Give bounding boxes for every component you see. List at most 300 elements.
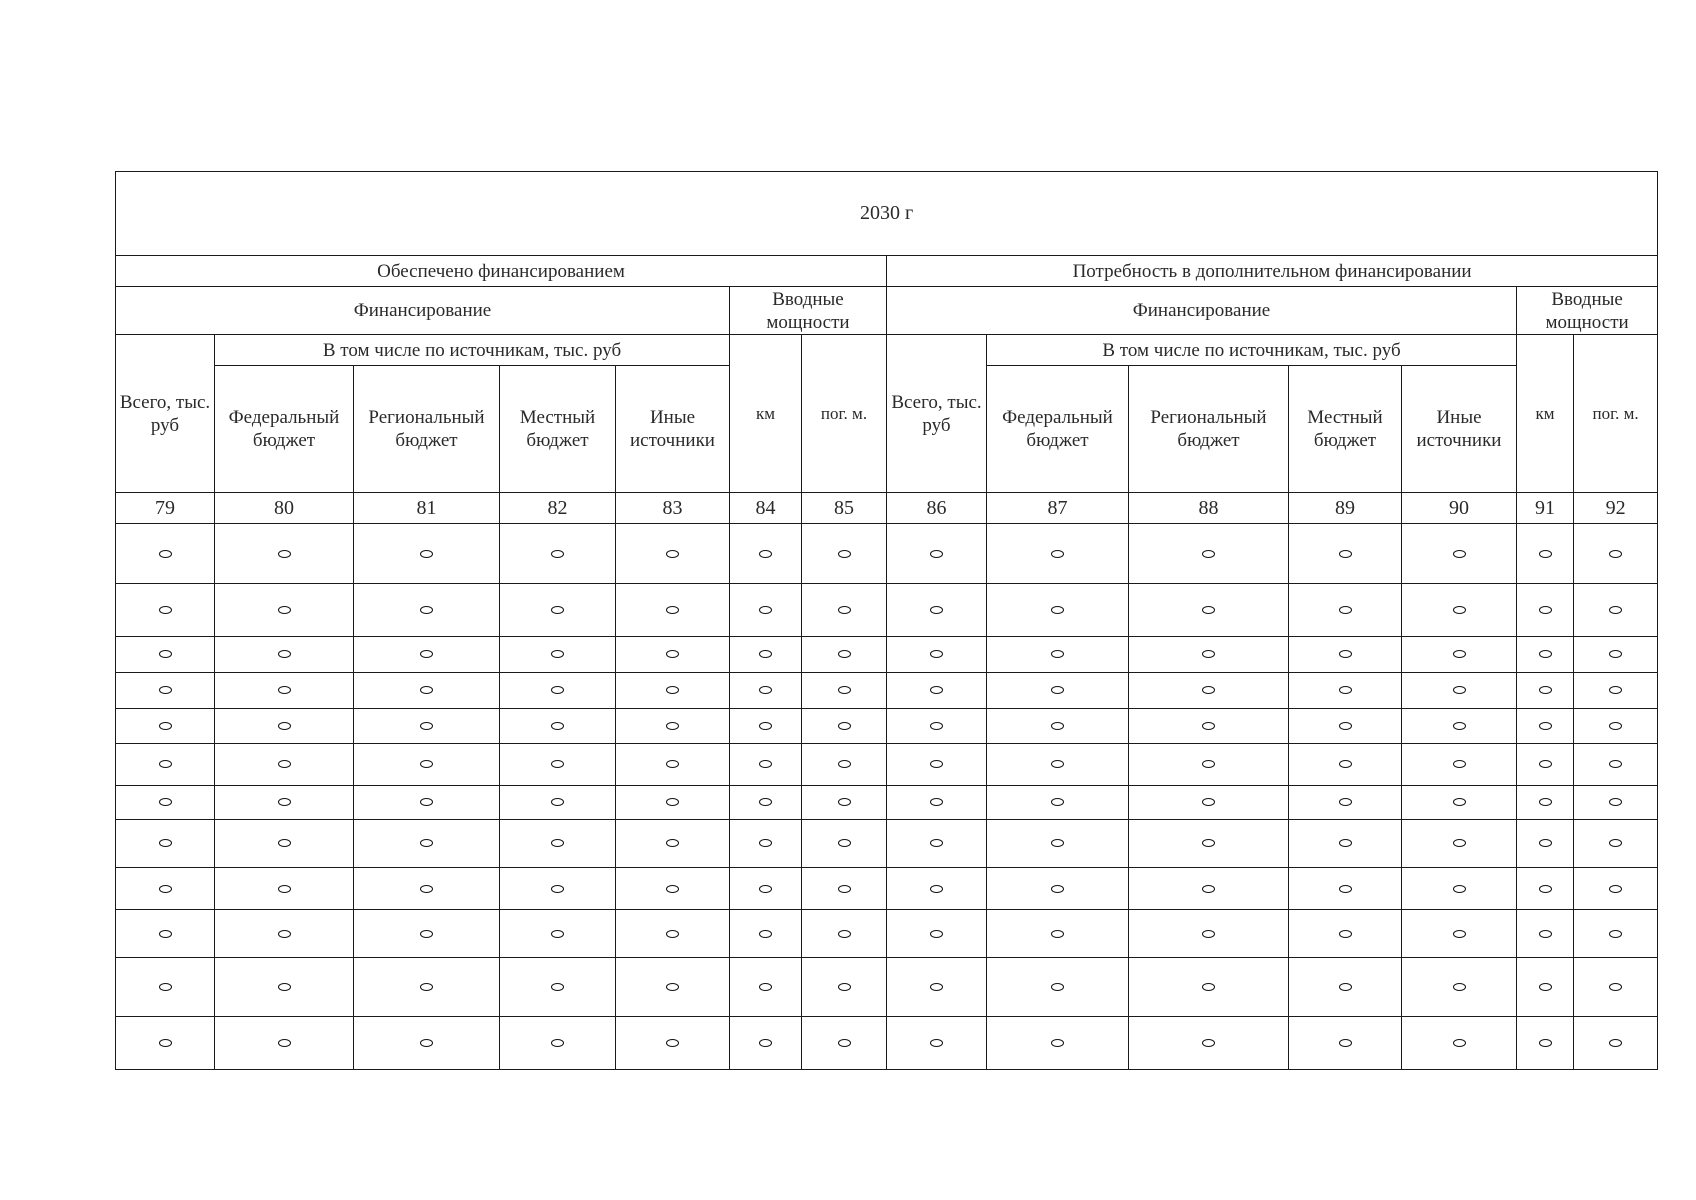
zero-mark bbox=[1339, 839, 1352, 847]
zero-mark bbox=[420, 760, 433, 768]
table-cell bbox=[354, 1016, 500, 1069]
zero-mark bbox=[278, 650, 291, 658]
zero-mark bbox=[666, 1039, 679, 1047]
table-cell bbox=[1517, 867, 1574, 909]
pog-header: пог. м. bbox=[1574, 335, 1658, 493]
other-header: Иные источники bbox=[1402, 366, 1517, 493]
table-cell bbox=[1289, 785, 1402, 819]
table-cell bbox=[887, 708, 987, 743]
table-cell bbox=[354, 584, 500, 636]
zero-mark bbox=[666, 839, 679, 847]
table-cell bbox=[887, 584, 987, 636]
table-cell bbox=[500, 636, 616, 672]
table-cell bbox=[616, 524, 730, 584]
zero-mark bbox=[159, 686, 172, 694]
zero-mark bbox=[1339, 885, 1352, 893]
table-cell bbox=[1129, 819, 1289, 867]
zero-mark bbox=[1539, 983, 1552, 991]
table-cell bbox=[1517, 1016, 1574, 1069]
zero-mark bbox=[759, 760, 772, 768]
zero-mark bbox=[420, 798, 433, 806]
table-cell bbox=[215, 909, 354, 957]
zero-mark bbox=[1339, 760, 1352, 768]
zero-mark bbox=[1339, 930, 1352, 938]
zero-mark bbox=[1339, 798, 1352, 806]
zero-mark bbox=[551, 983, 564, 991]
zero-mark bbox=[278, 983, 291, 991]
zero-mark bbox=[1051, 930, 1064, 938]
zero-mark bbox=[1453, 650, 1466, 658]
zero-mark bbox=[838, 722, 851, 730]
table-cell bbox=[887, 909, 987, 957]
zero-mark bbox=[1202, 983, 1215, 991]
zero-mark bbox=[666, 760, 679, 768]
table-cell bbox=[215, 957, 354, 1016]
zero-mark bbox=[1539, 1039, 1552, 1047]
table-cell bbox=[616, 957, 730, 1016]
table-cell bbox=[1402, 785, 1517, 819]
zero-mark bbox=[1202, 722, 1215, 730]
table-cell bbox=[1402, 819, 1517, 867]
data-rows bbox=[116, 524, 1658, 1070]
table-cell bbox=[116, 524, 215, 584]
table-cell bbox=[354, 909, 500, 957]
zero-mark bbox=[420, 606, 433, 614]
zero-mark bbox=[838, 798, 851, 806]
table-cell bbox=[730, 957, 802, 1016]
financing-header: Финансирование bbox=[116, 287, 730, 335]
table-cell bbox=[1517, 524, 1574, 584]
table-cell bbox=[354, 743, 500, 785]
table-row bbox=[116, 743, 1658, 785]
table-cell bbox=[1402, 1016, 1517, 1069]
zero-mark bbox=[930, 650, 943, 658]
zero-mark bbox=[930, 839, 943, 847]
table-cell bbox=[802, 1016, 887, 1069]
zero-mark bbox=[759, 1039, 772, 1047]
table-cell bbox=[116, 708, 215, 743]
table-cell bbox=[987, 636, 1129, 672]
zero-mark bbox=[1539, 760, 1552, 768]
zero-mark bbox=[930, 930, 943, 938]
table-cell bbox=[1517, 743, 1574, 785]
zero-mark bbox=[666, 885, 679, 893]
table-cell bbox=[116, 819, 215, 867]
table-cell bbox=[215, 672, 354, 708]
zero-mark bbox=[1051, 760, 1064, 768]
zero-mark bbox=[1539, 606, 1552, 614]
table-cell bbox=[987, 1016, 1129, 1069]
table-cell bbox=[116, 743, 215, 785]
table-cell bbox=[1289, 672, 1402, 708]
zero-mark bbox=[1539, 722, 1552, 730]
table-cell bbox=[215, 524, 354, 584]
zero-mark bbox=[838, 606, 851, 614]
table-cell bbox=[1574, 672, 1658, 708]
zero-mark bbox=[759, 930, 772, 938]
zero-mark bbox=[551, 930, 564, 938]
column-number: 91 bbox=[1517, 493, 1574, 524]
table-cell bbox=[616, 636, 730, 672]
table-cell bbox=[215, 785, 354, 819]
table-cell bbox=[987, 743, 1129, 785]
zero-mark bbox=[420, 650, 433, 658]
zero-mark bbox=[759, 983, 772, 991]
table-cell bbox=[116, 636, 215, 672]
zero-mark bbox=[1202, 550, 1215, 558]
zero-mark bbox=[759, 885, 772, 893]
zero-mark bbox=[1453, 1039, 1466, 1047]
zero-mark bbox=[420, 930, 433, 938]
table-cell bbox=[887, 636, 987, 672]
table-cell bbox=[616, 1016, 730, 1069]
zero-mark bbox=[666, 983, 679, 991]
table-cell bbox=[116, 909, 215, 957]
local-header: Местный бюджет bbox=[1289, 366, 1402, 493]
financing-table bbox=[115, 171, 1658, 1070]
zero-mark bbox=[1453, 550, 1466, 558]
zero-mark bbox=[1453, 839, 1466, 847]
zero-mark bbox=[278, 550, 291, 558]
table-cell bbox=[1517, 957, 1574, 1016]
zero-mark bbox=[1202, 686, 1215, 694]
zero-mark bbox=[1051, 839, 1064, 847]
table-cell bbox=[1289, 743, 1402, 785]
zero-mark bbox=[838, 885, 851, 893]
zero-mark bbox=[838, 1039, 851, 1047]
table-cell bbox=[616, 584, 730, 636]
zero-mark bbox=[1453, 885, 1466, 893]
table-cell bbox=[1402, 708, 1517, 743]
column-number: 83 bbox=[616, 493, 730, 524]
zero-mark bbox=[1051, 798, 1064, 806]
zero-mark bbox=[420, 983, 433, 991]
zero-mark bbox=[1339, 650, 1352, 658]
table-cell bbox=[887, 785, 987, 819]
table-row bbox=[116, 524, 1658, 584]
zero-mark bbox=[930, 983, 943, 991]
table-row bbox=[116, 672, 1658, 708]
table-cell bbox=[354, 957, 500, 1016]
zero-mark bbox=[278, 760, 291, 768]
column-number: 92 bbox=[1574, 493, 1658, 524]
table-cell bbox=[887, 1016, 987, 1069]
table-cell bbox=[1289, 636, 1402, 672]
table-cell bbox=[730, 524, 802, 584]
zero-mark bbox=[838, 930, 851, 938]
zero-mark bbox=[1051, 1039, 1064, 1047]
zero-mark bbox=[1051, 650, 1064, 658]
table-cell bbox=[1402, 957, 1517, 1016]
table-cell bbox=[354, 819, 500, 867]
zero-mark bbox=[666, 650, 679, 658]
km-header: км bbox=[730, 335, 802, 493]
table-cell bbox=[987, 957, 1129, 1016]
zero-mark bbox=[1609, 760, 1622, 768]
zero-mark bbox=[1051, 983, 1064, 991]
table-cell bbox=[1574, 524, 1658, 584]
zero-mark bbox=[1051, 686, 1064, 694]
table-cell bbox=[500, 819, 616, 867]
zero-mark bbox=[759, 606, 772, 614]
table-cell bbox=[1129, 636, 1289, 672]
column-number: 90 bbox=[1402, 493, 1517, 524]
table-cell bbox=[215, 1016, 354, 1069]
zero-mark bbox=[666, 722, 679, 730]
table-row bbox=[116, 785, 1658, 819]
table-cell bbox=[1574, 636, 1658, 672]
table-cell bbox=[215, 584, 354, 636]
table-cell bbox=[730, 785, 802, 819]
column-number: 89 bbox=[1289, 493, 1402, 524]
table-cell bbox=[500, 672, 616, 708]
zero-mark bbox=[930, 760, 943, 768]
zero-mark bbox=[1609, 606, 1622, 614]
table-cell bbox=[802, 785, 887, 819]
zero-mark bbox=[1609, 686, 1622, 694]
zero-mark bbox=[159, 760, 172, 768]
table-cell bbox=[116, 584, 215, 636]
table-cell bbox=[987, 819, 1129, 867]
zero-mark bbox=[1539, 550, 1552, 558]
zero-mark bbox=[420, 1039, 433, 1047]
zero-mark bbox=[666, 606, 679, 614]
zero-mark bbox=[1202, 885, 1215, 893]
zero-mark bbox=[1539, 930, 1552, 938]
zero-mark bbox=[1453, 686, 1466, 694]
by-sources-header: В том числе по источникам, тыс. руб bbox=[215, 335, 730, 366]
capacity-header: Вводные мощности bbox=[730, 287, 887, 335]
zero-mark bbox=[930, 550, 943, 558]
zero-mark bbox=[1339, 686, 1352, 694]
table-cell bbox=[500, 1016, 616, 1069]
total-header: Всего, тыс. руб bbox=[887, 335, 987, 493]
table-cell bbox=[1574, 743, 1658, 785]
zero-mark bbox=[278, 722, 291, 730]
zero-mark bbox=[838, 839, 851, 847]
zero-mark bbox=[551, 760, 564, 768]
zero-mark bbox=[930, 885, 943, 893]
table-cell bbox=[1574, 819, 1658, 867]
zero-mark bbox=[930, 798, 943, 806]
table-cell bbox=[987, 909, 1129, 957]
section-secured-header: Обеспечено финансированием bbox=[116, 256, 887, 287]
zero-mark bbox=[759, 722, 772, 730]
table-row bbox=[116, 1016, 1658, 1069]
zero-mark bbox=[159, 606, 172, 614]
table-cell bbox=[1517, 785, 1574, 819]
table-cell bbox=[887, 524, 987, 584]
zero-mark bbox=[838, 550, 851, 558]
table-cell bbox=[1574, 909, 1658, 957]
federal-header: Федеральный бюджет bbox=[215, 366, 354, 493]
zero-mark bbox=[159, 839, 172, 847]
zero-mark bbox=[1539, 686, 1552, 694]
table-cell bbox=[887, 819, 987, 867]
zero-mark bbox=[551, 1039, 564, 1047]
table-cell bbox=[987, 785, 1129, 819]
table-cell bbox=[354, 785, 500, 819]
zero-mark bbox=[551, 839, 564, 847]
zero-mark bbox=[1609, 550, 1622, 558]
zero-mark bbox=[420, 885, 433, 893]
other-header: Иные источники bbox=[616, 366, 730, 493]
table-cell bbox=[1517, 636, 1574, 672]
table-cell bbox=[1289, 909, 1402, 957]
table-row bbox=[116, 957, 1658, 1016]
zero-mark bbox=[759, 650, 772, 658]
table-cell bbox=[1289, 819, 1402, 867]
table-cell bbox=[1129, 672, 1289, 708]
table-cell bbox=[116, 785, 215, 819]
table-row bbox=[116, 819, 1658, 867]
table-cell bbox=[500, 909, 616, 957]
table-cell bbox=[730, 672, 802, 708]
km-header: км bbox=[1517, 335, 1574, 493]
table-cell bbox=[616, 743, 730, 785]
zero-mark bbox=[159, 550, 172, 558]
table-cell bbox=[354, 672, 500, 708]
table-cell bbox=[500, 584, 616, 636]
zero-mark bbox=[1339, 722, 1352, 730]
table-cell bbox=[1517, 584, 1574, 636]
column-number: 81 bbox=[354, 493, 500, 524]
total-header: Всего, тыс. руб bbox=[116, 335, 215, 493]
table-cell bbox=[887, 957, 987, 1016]
column-number: 82 bbox=[500, 493, 616, 524]
zero-mark bbox=[1202, 930, 1215, 938]
zero-mark bbox=[278, 1039, 291, 1047]
table-cell bbox=[1129, 743, 1289, 785]
federal-header: Федеральный бюджет bbox=[987, 366, 1129, 493]
column-number: 86 bbox=[887, 493, 987, 524]
zero-mark bbox=[420, 722, 433, 730]
zero-mark bbox=[1609, 798, 1622, 806]
table-cell bbox=[1129, 957, 1289, 1016]
table-cell bbox=[616, 785, 730, 819]
table-cell bbox=[1574, 584, 1658, 636]
regional-header: Региональный бюджет bbox=[1129, 366, 1289, 493]
table-cell bbox=[1402, 743, 1517, 785]
column-number: 85 bbox=[802, 493, 887, 524]
table-cell bbox=[1129, 1016, 1289, 1069]
zero-mark bbox=[838, 686, 851, 694]
by-sources-header: В том числе по источникам, тыс. руб bbox=[987, 335, 1517, 366]
table-cell bbox=[500, 524, 616, 584]
table-cell bbox=[987, 672, 1129, 708]
zero-mark bbox=[1453, 722, 1466, 730]
table-cell bbox=[802, 584, 887, 636]
table-cell bbox=[802, 524, 887, 584]
table-cell bbox=[1517, 672, 1574, 708]
table-cell bbox=[802, 909, 887, 957]
zero-mark bbox=[278, 930, 291, 938]
table-cell bbox=[1289, 584, 1402, 636]
table-cell bbox=[354, 867, 500, 909]
zero-mark bbox=[1202, 798, 1215, 806]
table-cell bbox=[730, 743, 802, 785]
zero-mark bbox=[420, 839, 433, 847]
table-cell bbox=[215, 867, 354, 909]
zero-mark bbox=[1051, 885, 1064, 893]
zero-mark bbox=[1609, 930, 1622, 938]
table-cell bbox=[1289, 957, 1402, 1016]
table-cell bbox=[500, 867, 616, 909]
zero-mark bbox=[551, 650, 564, 658]
zero-mark bbox=[1539, 839, 1552, 847]
column-number: 84 bbox=[730, 493, 802, 524]
zero-mark bbox=[1202, 650, 1215, 658]
zero-mark bbox=[1609, 885, 1622, 893]
table-cell bbox=[215, 743, 354, 785]
table-cell bbox=[730, 909, 802, 957]
zero-mark bbox=[666, 686, 679, 694]
table-cell bbox=[1517, 819, 1574, 867]
table-cell bbox=[116, 672, 215, 708]
table-cell bbox=[1129, 785, 1289, 819]
table-cell bbox=[1402, 867, 1517, 909]
pog-header: пог. м. bbox=[802, 335, 887, 493]
zero-mark bbox=[551, 606, 564, 614]
zero-mark bbox=[838, 760, 851, 768]
column-number: 87 bbox=[987, 493, 1129, 524]
zero-mark bbox=[1609, 839, 1622, 847]
zero-mark bbox=[759, 839, 772, 847]
table-cell bbox=[116, 957, 215, 1016]
table-cell bbox=[987, 584, 1129, 636]
capacity-header: Вводные мощности bbox=[1517, 287, 1658, 335]
column-number: 88 bbox=[1129, 493, 1289, 524]
zero-mark bbox=[159, 722, 172, 730]
table-cell bbox=[1402, 584, 1517, 636]
table-cell bbox=[1517, 909, 1574, 957]
table-cell bbox=[1129, 708, 1289, 743]
zero-mark bbox=[551, 798, 564, 806]
zero-mark bbox=[1202, 760, 1215, 768]
zero-mark bbox=[1051, 722, 1064, 730]
zero-mark bbox=[1539, 798, 1552, 806]
zero-mark bbox=[1539, 885, 1552, 893]
table-cell bbox=[802, 819, 887, 867]
table-cell bbox=[730, 819, 802, 867]
zero-mark bbox=[1339, 1039, 1352, 1047]
zero-mark bbox=[1609, 650, 1622, 658]
table-row bbox=[116, 584, 1658, 636]
zero-mark bbox=[159, 885, 172, 893]
zero-mark bbox=[278, 885, 291, 893]
table-cell bbox=[500, 785, 616, 819]
zero-mark bbox=[1202, 606, 1215, 614]
zero-mark bbox=[930, 606, 943, 614]
zero-mark bbox=[1339, 983, 1352, 991]
regional-header: Региональный бюджет bbox=[354, 366, 500, 493]
table-cell bbox=[1517, 708, 1574, 743]
table-cell bbox=[730, 636, 802, 672]
zero-mark bbox=[759, 550, 772, 558]
table-cell bbox=[354, 708, 500, 743]
table-cell bbox=[802, 708, 887, 743]
column-number: 79 bbox=[116, 493, 215, 524]
zero-mark bbox=[1453, 760, 1466, 768]
table-row bbox=[116, 636, 1658, 672]
zero-mark bbox=[551, 686, 564, 694]
table-cell bbox=[616, 819, 730, 867]
year-header: 2030 г bbox=[116, 172, 1658, 256]
zero-mark bbox=[159, 798, 172, 806]
table-row bbox=[116, 708, 1658, 743]
table-cell bbox=[616, 909, 730, 957]
zero-mark bbox=[1453, 798, 1466, 806]
